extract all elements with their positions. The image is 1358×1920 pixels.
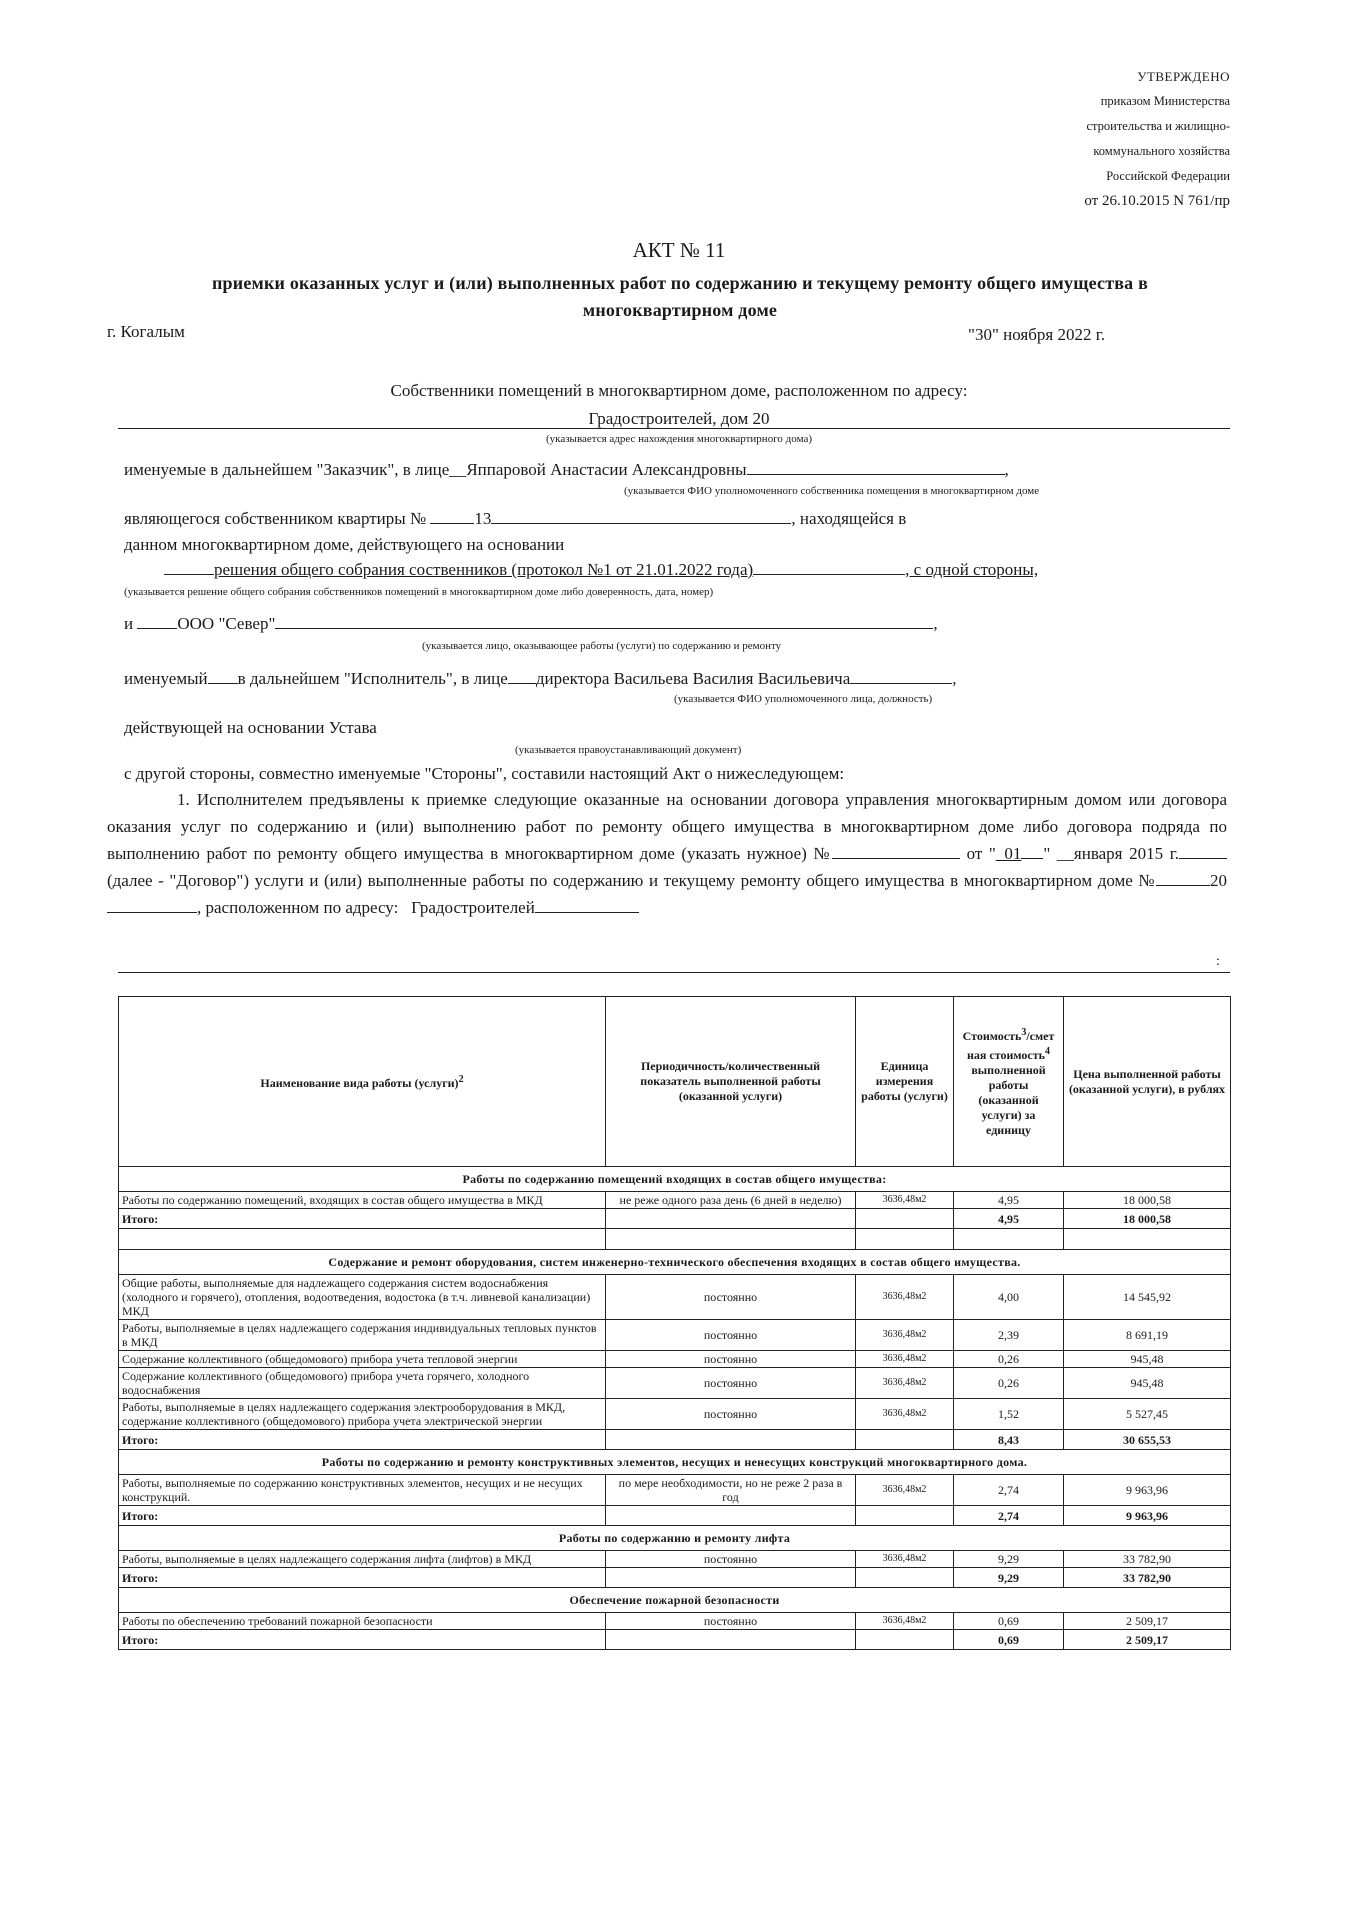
work-unit-cost: 2,39 — [954, 1320, 1064, 1351]
house-blank-tail — [107, 897, 197, 913]
table-row — [119, 1368, 1231, 1399]
house-address: Градостроителей, дом 20 — [588, 409, 770, 428]
act-city: г. Когалым — [107, 322, 185, 341]
executor-mid: в дальнейшем "Исполнитель", в лице — [237, 669, 508, 688]
together-line: с другой стороны, совместно именуемые "Стороны", составили настоящий Акт о нижеследующем: — [124, 764, 845, 783]
contractor-name: ООО "Север" — [177, 614, 276, 633]
work-unit: 3636,48м2 — [856, 1399, 954, 1430]
charter-hint: (указывается правоустанавливающий документ) — [515, 744, 742, 756]
total-empty — [606, 1430, 856, 1450]
work-price: 5 527,45 — [1064, 1399, 1231, 1430]
work-price: 2 509,17 — [1064, 1613, 1231, 1630]
total-label: Итого: — [119, 1568, 606, 1588]
total-label: Итого: — [119, 1506, 606, 1526]
works-table — [118, 996, 1231, 1650]
total-cost: 9,29 — [954, 1568, 1064, 1588]
work-unit: 3636,48м2 — [856, 1192, 954, 1209]
work-unit-cost: 1,52 — [954, 1399, 1064, 1430]
work-periodicity: постоянно — [606, 1351, 856, 1368]
street-blank — [535, 897, 639, 913]
address-rule — [118, 428, 1230, 429]
approval-line: приказом Министерства — [1100, 94, 1230, 108]
section-title: Содержание и ремонт оборудования, систем инженерно-технического обеспечения входящих в состав общего имущества. — [119, 1250, 1231, 1275]
work-unit: 3636,48м2 — [856, 1368, 954, 1399]
basis-doc-line — [164, 559, 1038, 580]
contractor-blank — [137, 613, 177, 629]
total-empty — [606, 1209, 856, 1229]
table-row — [119, 1275, 1231, 1320]
table-row — [119, 1351, 1231, 1368]
header-unit: Единица измерения работы (услуги) — [856, 997, 954, 1167]
work-unit: 3636,48м2 — [856, 1320, 954, 1351]
total-empty — [856, 1506, 954, 1526]
blank-cell — [1064, 1229, 1231, 1250]
clause-1-located: , расположенном по адресу: — [197, 898, 399, 917]
charter-line: действующей на основании Устава — [124, 718, 377, 737]
house-number: 20 — [1210, 871, 1227, 890]
contractor-blank-tail — [275, 613, 933, 629]
approval-line: Российской Федерации — [1106, 169, 1230, 183]
work-price: 14 545,92 — [1064, 1275, 1231, 1320]
work-periodicity: постоянно — [606, 1613, 856, 1630]
work-price: 8 691,19 — [1064, 1320, 1231, 1351]
customer-blank — [747, 459, 1005, 475]
work-periodicity: постоянно — [606, 1399, 856, 1430]
act-date: "30" ноября 2022 г. — [968, 325, 1105, 344]
work-name: Работы по содержанию помещений, входящих в состав общего имущества в МКД — [119, 1192, 606, 1209]
act-title: приемки оказанных услуг и (или) выполненных работ по содержанию и текущему ремонту общего имущества в многоквартирном доме — [211, 273, 1148, 320]
work-name: Работы, выполняемые в целях надлежащего содержания лифта (лифтов) в МКД — [119, 1551, 606, 1568]
table-row — [119, 1613, 1231, 1630]
work-name: Работы по обеспечению требований пожарной безопасности — [119, 1613, 606, 1630]
apartment-number: 13 — [474, 509, 492, 528]
work-price: 945,48 — [1064, 1351, 1231, 1368]
total-empty — [606, 1568, 856, 1588]
work-unit-cost: 0,26 — [954, 1368, 1064, 1399]
contract-month: января 2015 г. — [1073, 844, 1180, 863]
clause-1-after-date: (далее - "Договор") услуги и (или) выполненные работы по содержанию и текущему ремонту общего имущества в многоквартирном доме № — [107, 871, 1156, 890]
work-periodicity: по мере необходимости, но не реже 2 раза в год — [606, 1475, 856, 1506]
owner-suffix: , находящейся в — [791, 509, 907, 528]
blank-row — [119, 1229, 1231, 1250]
total-row — [119, 1630, 1231, 1650]
customer-name: Яппаровой Анастасии Александровны — [466, 460, 747, 479]
work-unit-cost: 2,74 — [954, 1475, 1064, 1506]
total-cost: 8,43 — [954, 1430, 1064, 1450]
executor-prefix: именуемый — [124, 669, 208, 688]
work-name: Работы, выполняемые в целях надлежащего содержания индивидуальных тепловых пунктов в МКД — [119, 1320, 606, 1351]
work-periodicity: постоянно — [606, 1275, 856, 1320]
total-label: Итого: — [119, 1209, 606, 1229]
total-empty — [856, 1430, 954, 1450]
clause-1: 1. Исполнителем предъявлены к приемке следующие оказанные на основании договора управления многоквартирным домом или договора оказания услуг по содержанию и (или) выполнению работ по ремонту общего имущества в многоквартирном доме либо договора подряда по выполнению работ по ремонту общего имущества в многоквартирном доме (указать нужное) № от "_01 " __января 2015 г. (далее - "Договор") услуги и (или) выполненные работы по содержанию и текущему ремонту общего имущества в многоквартирном доме № 20, расположенном по адресу: Градостроителей — [107, 790, 1227, 917]
customer-prefix: именуемые в дальнейшем "Заказчик", в лице__ — [124, 460, 467, 479]
work-name: Общие работы, выполняемые для надлежащего содержания систем водоснабжения (холодного и горячего), отопления, водоотведения, водостока (в т.ч. ливневой канализации) МКД — [119, 1275, 606, 1320]
work-name: Работы, выполняемые в целях надлежащего содержания электрооборудования в МКД, содержание коллективного (общедомового) прибора учета электрической энергии — [119, 1399, 606, 1430]
clause-1-text: 1. Исполнителем предъявлены к приемке следующие оказанные на основании договора управления многоквартирным домом или договора оказания услуг по содержанию и (или) выполнению работ по ремонту общего имущества в многоквартирном доме либо договора подряда по выполнению работ по ремонту общего имущества в многоквартирном доме (указать нужное) № — [107, 790, 1227, 863]
contract-day-blank — [1021, 843, 1043, 859]
approval-line: коммунального хозяйства — [1093, 144, 1230, 158]
total-price: 30 655,53 — [1064, 1430, 1231, 1450]
header-name: Наименование вида работы (услуги)$^2$ — [119, 997, 606, 1167]
owner-line — [124, 508, 906, 529]
approval-date: от 26.10.2015 N 761/пр — [1084, 193, 1230, 209]
act-number: АКТ № 11 — [632, 238, 726, 262]
contract-number-blank — [832, 843, 960, 859]
total-row — [119, 1430, 1231, 1450]
apartment-blank — [430, 508, 474, 524]
work-price: 18 000,58 — [1064, 1192, 1231, 1209]
section-row — [119, 1167, 1231, 1192]
executor-name: директора Васильева Василия Васильевича — [535, 669, 851, 688]
basis-blank-tail — [753, 559, 905, 575]
work-periodicity: постоянно — [606, 1551, 856, 1568]
work-periodicity: постоянно — [606, 1368, 856, 1399]
executor-line: именуемый в дальнейшем "Исполнитель", в лице директора Васильева Василия Васильевича , — [124, 669, 957, 688]
total-price: 9 963,96 — [1064, 1506, 1231, 1526]
basis-line: данном многоквартирном доме, действующего на основании — [124, 535, 565, 554]
header-cost: Стоимость$^3$/смет ная стоимость$^4$ выполненной работы (оказанной услуги) за единицу — [954, 997, 1064, 1167]
blank-cell — [606, 1229, 856, 1250]
total-empty — [856, 1209, 954, 1229]
contractor-hint: (указывается лицо, оказывающее работы (услуги) по содержанию и ремонту — [422, 640, 782, 652]
work-price: 9 963,96 — [1064, 1475, 1231, 1506]
table-row — [119, 1192, 1231, 1209]
approval-block — [1084, 64, 1230, 214]
work-unit: 3636,48м2 — [856, 1275, 954, 1320]
table-header-row — [119, 997, 1231, 1167]
work-name: Содержание коллективного (общедомового) прибора учета тепловой энергии — [119, 1351, 606, 1368]
section-row — [119, 1250, 1231, 1275]
clause-1-street: Градостроителей — [411, 898, 535, 917]
work-unit: 3636,48м2 — [856, 1613, 954, 1630]
work-name: Работы, выполняемые по содержанию конструктивных элементов, несущих и не несущих конструкций. — [119, 1475, 606, 1506]
contract-date-blank — [1179, 843, 1227, 859]
work-unit-cost: 0,69 — [954, 1613, 1064, 1630]
house-blank — [1156, 870, 1210, 886]
header-price: Цена выполненной работы (оказанной услуги), в рублях — [1064, 997, 1231, 1167]
work-unit-cost: 0,26 — [954, 1351, 1064, 1368]
total-price: 33 782,90 — [1064, 1568, 1231, 1588]
header-periodicity: Периодичность/количественный показатель выполненной работы (оказанной услуги) — [606, 997, 856, 1167]
work-price: 33 782,90 — [1064, 1551, 1231, 1568]
customer-line: именуемые в дальнейшем "Заказчик", в лице__Яппаровой Анастасии Александровны , — [124, 460, 1009, 479]
apartment-blank-tail — [491, 508, 791, 524]
work-name: Содержание коллективного (общедомового) прибора учета горячего, холодного водоснабжения — [119, 1368, 606, 1399]
approval-line: строительства и жилищно- — [1086, 119, 1230, 133]
blank-cell — [119, 1229, 606, 1250]
total-row — [119, 1568, 1231, 1588]
basis-suffix: , с одной стороны, — [905, 560, 1039, 579]
work-price: 945,48 — [1064, 1368, 1231, 1399]
total-cost: 0,69 — [954, 1630, 1064, 1650]
work-unit: 3636,48м2 — [856, 1351, 954, 1368]
section-row — [119, 1526, 1231, 1551]
table-row — [119, 1320, 1231, 1351]
table-row — [119, 1551, 1231, 1568]
executor-blank — [208, 668, 238, 684]
total-empty — [606, 1506, 856, 1526]
clause-rule — [118, 972, 1230, 973]
executor-hint: (указывается ФИО уполномоченного лица, должность) — [674, 693, 933, 705]
blank-cell — [954, 1229, 1064, 1250]
total-empty — [856, 1630, 954, 1650]
section-row — [119, 1588, 1231, 1613]
total-cost: 2,74 — [954, 1506, 1064, 1526]
clause-1-from: от " — [966, 844, 996, 863]
total-empty — [856, 1568, 954, 1588]
contractor-prefix: и — [124, 614, 134, 633]
contractor-line: и ООО "Север" , — [124, 614, 938, 633]
total-empty — [606, 1630, 856, 1650]
contract-day: _01 — [995, 844, 1022, 863]
table-row — [119, 1399, 1231, 1430]
blank-cell — [856, 1229, 954, 1250]
total-label: Итого: — [119, 1430, 606, 1450]
total-row — [119, 1506, 1231, 1526]
section-row — [119, 1450, 1231, 1475]
customer-hint: (указывается ФИО уполномоченного собственника помещения в многоквартирном доме — [624, 485, 1040, 497]
work-unit: 3636,48м2 — [856, 1551, 954, 1568]
address-hint: (указывается адрес нахождения многоквартирного дома) — [545, 433, 812, 445]
basis-document: решения общего собрания соственников (протокол №1 от 21.01.2022 года) — [214, 560, 754, 579]
owners-intro: Собственники помещений в многоквартирном доме, расположенном по адресу: — [390, 381, 968, 400]
basis-hint: (указывается решение общего собрания собственников помещений в многоквартирном доме либо доверенность, дата, номер) — [124, 586, 714, 598]
section-title: Работы по содержанию и ремонту лифта — [119, 1526, 1231, 1551]
clause-colon: : — [1216, 954, 1220, 969]
total-row — [119, 1209, 1231, 1229]
total-price: 2 509,17 — [1064, 1630, 1231, 1650]
executor-blank-2 — [508, 668, 536, 684]
table-row — [119, 1475, 1231, 1506]
work-unit-cost: 4,00 — [954, 1275, 1064, 1320]
work-periodicity: постоянно — [606, 1320, 856, 1351]
basis-blank — [164, 559, 214, 575]
approval-heading: УТВЕРЖДЕНО — [1137, 69, 1230, 84]
owner-prefix: являющегося собственником квартиры № — [124, 509, 427, 528]
work-periodicity: не реже одного раза день (6 дней в неделю) — [606, 1192, 856, 1209]
work-unit-cost: 9,29 — [954, 1551, 1064, 1568]
total-cost: 4,95 — [954, 1209, 1064, 1229]
total-label: Итого: — [119, 1630, 606, 1650]
work-unit-cost: 4,95 — [954, 1192, 1064, 1209]
section-title: Работы по содержанию помещений входящих в состав общего имущества: — [119, 1167, 1231, 1192]
total-price: 18 000,58 — [1064, 1209, 1231, 1229]
section-title: Работы по содержанию и ремонту конструктивных элементов, несущих и ненесущих конструкций многоквартирного дома. — [119, 1450, 1231, 1475]
work-unit: 3636,48м2 — [856, 1475, 954, 1506]
executor-blank-tail — [850, 668, 952, 684]
section-title: Обеспечение пожарной безопасности — [119, 1588, 1231, 1613]
